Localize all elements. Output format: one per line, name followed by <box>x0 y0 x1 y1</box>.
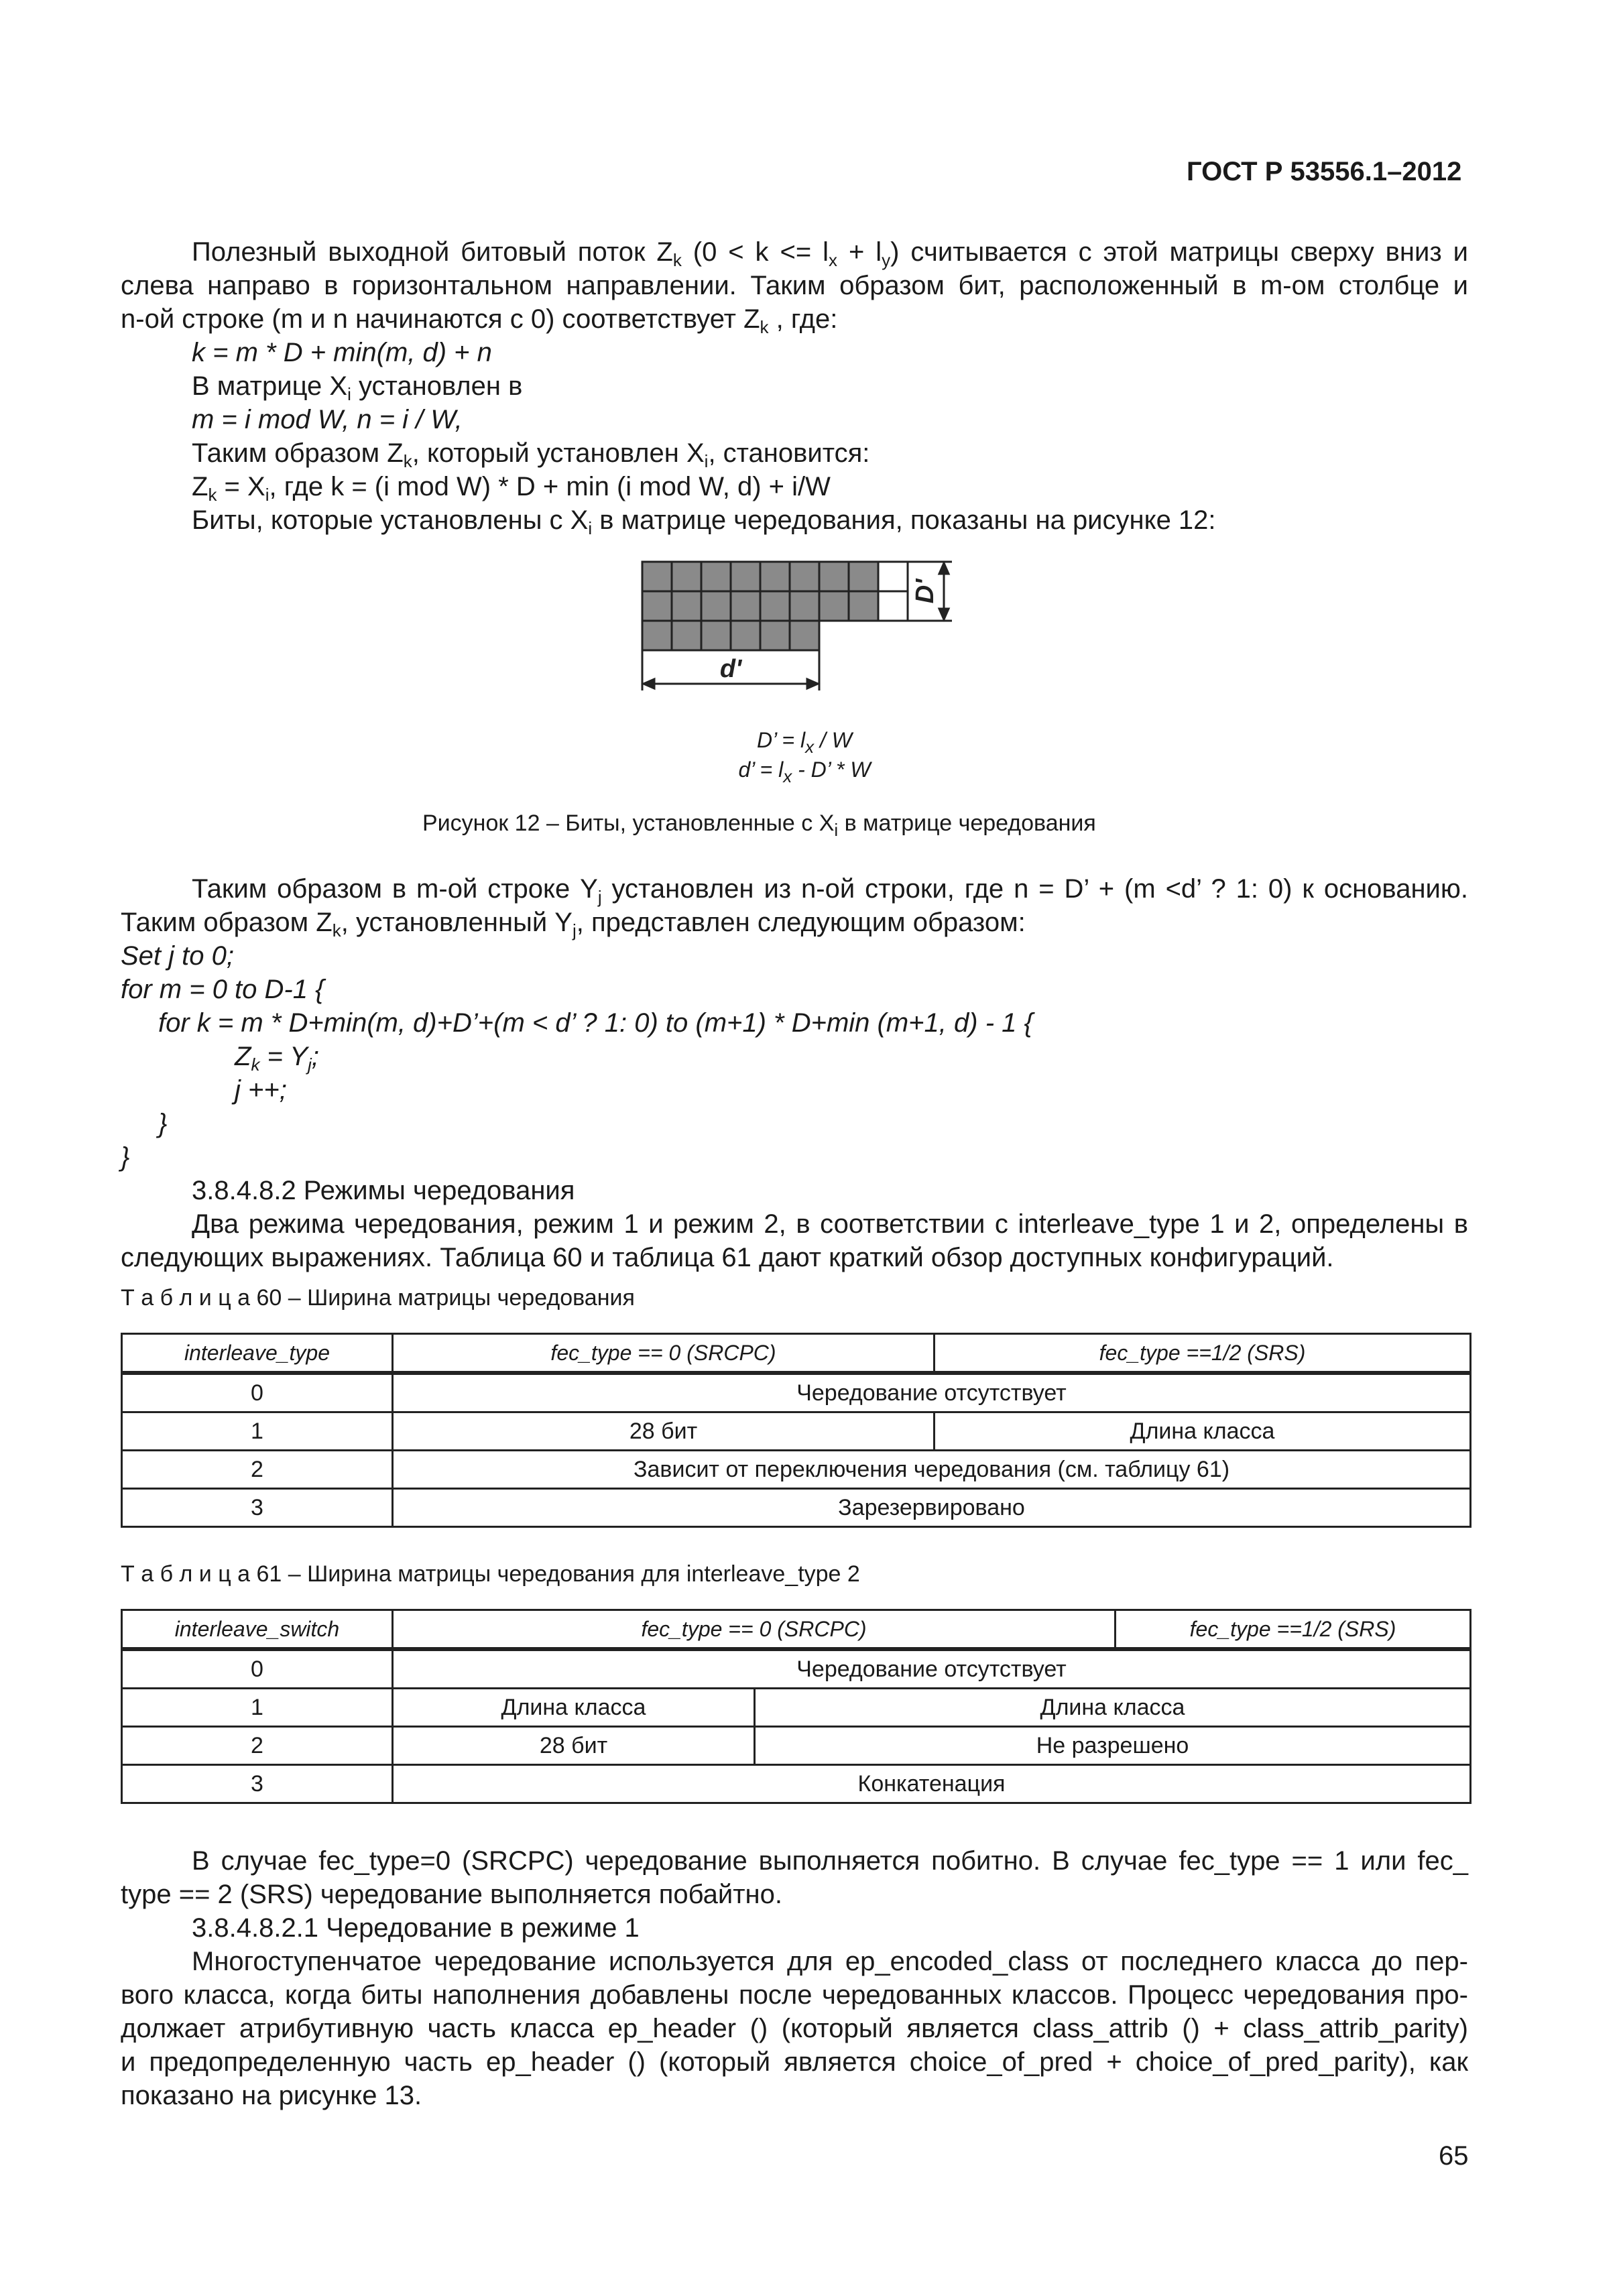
table-61 <box>121 1609 1471 1804</box>
paragraph-line: Многоступенчатое чередование используется для ep_encoded_class от последнего класса до пер- <box>192 1947 1468 1976</box>
table-row <box>122 1489 1471 1527</box>
formula-line: Таким образом $Z_k$, который установлен $X_i$, становится: <box>192 438 870 471</box>
label-d-prime: d' <box>719 655 742 683</box>
table-cell: Зарезервировано <box>393 1489 1471 1527</box>
paragraph-line: n-ой строке (m и n начинаются с 0) соответствует $Z_k$ , где: <box>121 304 838 337</box>
table-cell: Конкатенация <box>393 1765 1471 1803</box>
header-cell: fec_type == 0 (SRCPC) <box>393 1610 1116 1650</box>
code-line: j ++; <box>235 1075 287 1105</box>
paragraph-line: Полезный выходной битовый поток $Z_k$ $(0 < k <= l_x + l_y)$ считывается с этой матрицы сверху вниз и <box>192 237 1468 270</box>
table-row <box>122 1689 1471 1727</box>
code-line: for m = 0 to D-1 { <box>121 975 324 1004</box>
document-id: ГОСТ Р 53556.1–2012 <box>1187 157 1462 186</box>
table-cell: Длина класса <box>755 1689 1471 1727</box>
header-cell: interleave_type <box>122 1334 393 1374</box>
header-cell: fec_type ==1/2 (SRS) <box>935 1334 1471 1374</box>
header-cell: interleave_switch <box>122 1610 393 1650</box>
table-cell: Чередование отсутствует <box>393 1649 1471 1689</box>
table-cell: Чередование отсутствует <box>393 1373 1471 1412</box>
table-cell: 1 <box>122 1412 393 1451</box>
section-heading: 3.8.4.8.2.1 Чередование в режиме 1 <box>192 1913 640 1943</box>
table-header-row <box>122 1334 1471 1374</box>
header-cell: fec_type ==1/2 (SRS) <box>1116 1610 1471 1650</box>
table-cell: Не разрешено <box>755 1727 1471 1765</box>
figure-equation: D’ = $l_x$ / W <box>757 728 852 757</box>
table-cell: Длина класса <box>393 1689 755 1727</box>
code-line: for k = m * D+min(m, d)+D’+(m < d’ ? 1: 0) to (m+1) * D+min (m+1, d) - 1 { <box>158 1008 1033 1038</box>
table-cell: 28 бит <box>393 1727 755 1765</box>
formula-line: В матрице $X_i$ установлен в <box>192 371 523 404</box>
table-cell: 0 <box>122 1649 393 1689</box>
code-line: Set j to 0; <box>121 941 234 971</box>
table-cell: 2 <box>122 1451 393 1489</box>
table-header-row <box>122 1610 1471 1650</box>
formula-line: m = i mod W, n = i / W, <box>192 405 463 434</box>
paragraph-line: вого класса, когда биты наполнения добавлены после чередованных классов. Процесс чередования про- <box>121 1980 1468 2010</box>
paragraph-line: и предопределенную часть ep_header () (который является choice_of_pred + choice_of_pred_parity), как <box>121 2047 1468 2077</box>
label-D-prime: D' <box>911 579 939 604</box>
table-row <box>122 1412 1471 1451</box>
table-cell: 3 <box>122 1765 393 1803</box>
paragraph-line: слева направо в горизонтальном направлении. Таким образом бит, расположенный в m-ом столбце и <box>121 271 1468 300</box>
table-row <box>122 1765 1471 1803</box>
section-heading: 3.8.4.8.2 Режимы чередования <box>192 1176 575 1205</box>
table-cell: 2 <box>122 1727 393 1765</box>
table-row <box>122 1373 1471 1412</box>
paragraph-line: должает атрибутивную часть класса ep_header () (который является class_attrib () + class_attrib_parity) <box>121 2014 1468 2043</box>
figure-equation: d’ = $l_x$ - D’ * W <box>738 758 871 786</box>
paragraph-line: Таким образом в m-ой строке $Y_j$ установлен из n-ой строки, где n = D’ + (m <d’ ? 1: 0) к основанию. <box>192 874 1469 907</box>
table-row <box>122 1727 1471 1765</box>
matrix-grid <box>642 562 908 650</box>
paragraph-line: В случае fec_type=0 (SRCPC) чередование выполняется побитно. В случае fec_type == 1 или fec_ <box>192 1846 1468 1876</box>
paragraph-line: Два режима чередования, режим 1 и режим 2, в соответствии с interleave_type 1 и 2, определены в <box>192 1209 1468 1239</box>
page-number: 65 <box>1439 2141 1469 2171</box>
paragraph-line: type == 2 (SRS) чередование выполняется побайтно. <box>121 1880 782 1909</box>
table-title: Т а б л и ц а 61 – Ширина матрицы чередования для interleave_type 2 <box>121 1561 860 1587</box>
table-title: Т а б л и ц а 60 – Ширина матрицы чередования <box>121 1285 635 1311</box>
table-cell: 3 <box>122 1489 393 1527</box>
formula-line: $Z_k = X_i$, где k = (i mod W) * D + min (i mod W, d) + i/W <box>192 472 831 505</box>
figure-caption: Рисунок 12 – Биты, установленные с $X_i$ в матрице чередования <box>422 810 1096 840</box>
table-cell: 1 <box>122 1689 393 1727</box>
code-line: $Z_k = Y_j$; <box>235 1042 319 1075</box>
table-cell: Длина класса <box>935 1412 1471 1451</box>
table-cell: 28 бит <box>393 1412 935 1451</box>
code-line: } <box>121 1142 130 1172</box>
table-row <box>122 1649 1471 1689</box>
table-cell: 0 <box>122 1373 393 1412</box>
table-cell: Зависит от переключения чередования (см. таблицу 61) <box>393 1451 1471 1489</box>
formula-line: k = m * D + min(m, d) + n <box>192 338 492 367</box>
code-line: } <box>158 1109 168 1138</box>
table-60 <box>121 1333 1471 1528</box>
paragraph-line: Таким образом $Z_k$, установленный $Y_j$, представлен следующим образом: <box>121 908 1026 941</box>
header-cell: fec_type == 0 (SRCPC) <box>393 1334 935 1374</box>
paragraph-line: следующих выражениях. Таблица 60 и таблица 61 дают краткий обзор доступных конфигураций. <box>121 1243 1334 1272</box>
paragraph-line: показано на рисунке 13. <box>121 2081 422 2110</box>
interleave-matrix-figure <box>630 556 979 711</box>
formula-line: Биты, которые установлены с $X_i$ в матрице чередования, показаны на рисунке 12: <box>192 505 1216 538</box>
table-row <box>122 1451 1471 1489</box>
